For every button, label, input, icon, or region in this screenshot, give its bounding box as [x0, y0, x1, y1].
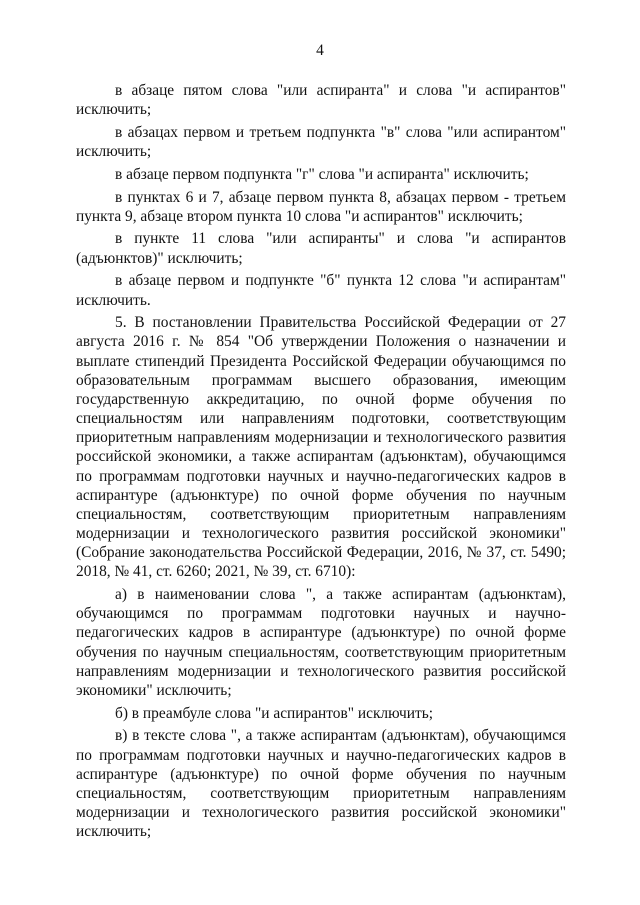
- paragraph: в) в тексте слова ", а также аспирантам (адъюнктам), обучающимся по программам подготовки научных и научно-педагогических кадров в аспирантуре (адъюнктуре) по очной форме обучения по научным специальностям, соответствующим приоритетным направлениям модернизации и технологического развития российской экономики" исключить;: [76, 727, 566, 841]
- paragraph: в абзаце первом и подпункте "б" пункта 12 слова "и аспирантам" исключить.: [76, 272, 566, 309]
- paragraph: в пунктах 6 и 7, абзаце первом пункта 8, абзацах первом - третьем пункта 9, абзаце втором пункта 10 слова "и аспирантов" исключить;: [76, 188, 566, 225]
- paragraph: в пункте 11 слова "или аспиранты" и слова "и аспирантов (адъюнктов)" исключить;: [76, 230, 566, 267]
- paragraph: 5. В постановлении Правительства Российской Федерации от 27 августа 2016 г. № 854 "Об утверждении Положения о назначении и выплате стипендий Президента Российской Федерации обучающимся по образовательным программам высшего образования, имеющим государственную аккредитацию, по очной форме обучения по специальностям или направлениям подготовки, соответствующим приоритетным направлениям модернизации и технологического развития российской экономики, а также аспирантам (адъюнктам), обучающимся по программам подготовки научных и научно-педагогических кадров в аспирантуре (адъюнктуре) по очной форме обучения по научным специальностям, соответствующим приоритетным направлениям модернизации и технологического развития российской экономики" (Собрание законодательства Российской Федерации, 2016, № 37, ст. 5490; 2018, № 41, ст. 6260; 2021, № 39, ст. 6710):: [76, 314, 566, 581]
- paragraph: в абзаце первом подпункта "г" слова "и аспиранта" исключить;: [115, 165, 529, 183]
- paragraph: а) в наименовании слова ", а также аспирантам (адъюнктам), обучающимся по программам подготовки научных и научно-педагогических кадров в аспирантуре (адъюнктуре) по очной форме обучения по научным специальностям, соответствующим приоритетным направлениям модернизации и технологического развития российской экономики" исключить;: [76, 586, 566, 699]
- paragraph: б) в преамбуле слова "и аспирантов" исключить;: [115, 704, 434, 722]
- paragraph: в абзацах первом и третьем подпункта "в" слова "или аспирантом" исключить;: [76, 123, 566, 161]
- paragraph: в абзаце пятом слова "или аспиранта" и слова "и аспирантов" исключить;: [76, 82, 566, 119]
- page-number: 4: [316, 42, 324, 59]
- document-body: [76, 81, 566, 841]
